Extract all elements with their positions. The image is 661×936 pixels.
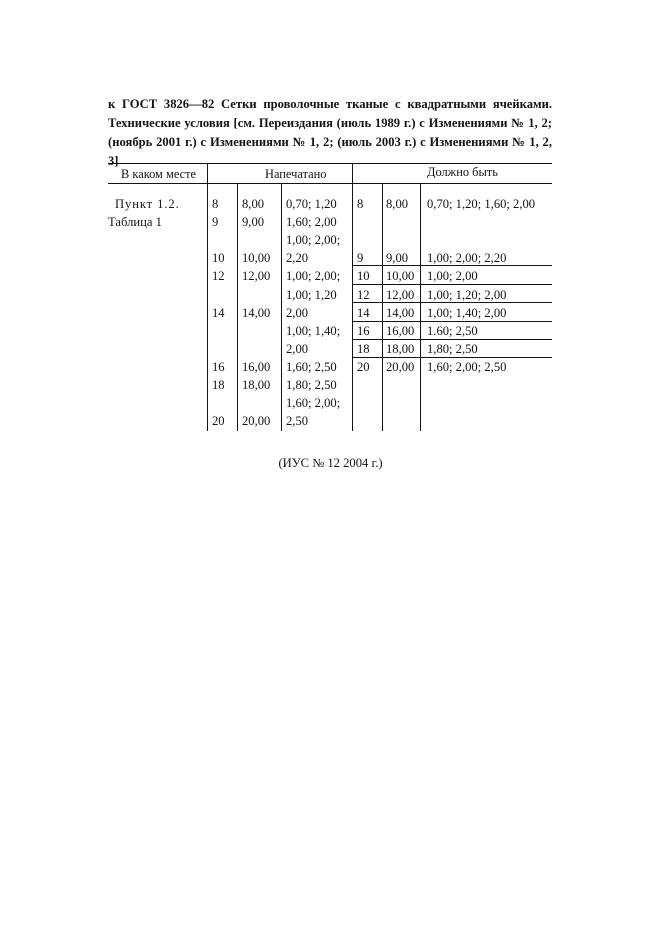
col-divider-where	[207, 163, 208, 431]
should-value: 1,00; 2,00; 2,20	[427, 251, 507, 265]
should-row-rule	[352, 357, 552, 358]
printed-size: 18,00	[242, 378, 271, 392]
should-n: 18	[357, 342, 370, 356]
should-size: 18,00	[386, 342, 415, 356]
should-size: 12,00	[386, 288, 415, 302]
printed-value: 0,70; 1,20	[286, 197, 337, 211]
should-size: 14,00	[386, 306, 415, 320]
where-table: Таблица 1	[108, 215, 162, 229]
column-header-should: Должно быть	[427, 165, 498, 179]
printed-value: 1,00; 1,20	[286, 288, 337, 302]
printed-value: 1,00; 2,00;	[286, 233, 341, 247]
printed-n: 9	[212, 215, 219, 229]
printed-value: 2,20	[286, 251, 309, 265]
printed-size: 10,00	[242, 251, 271, 265]
should-n: 9	[357, 251, 364, 265]
should-n: 8	[357, 197, 364, 211]
where-clause: Пункт 1.2.	[115, 197, 180, 211]
should-value: 1,00; 1,20; 2,00	[427, 288, 507, 302]
should-value: 0,70; 1,20; 1,60; 2,00	[427, 197, 536, 211]
column-header-printed: Напечатано	[265, 167, 327, 181]
should-size: 16,00	[386, 324, 415, 338]
printed-size: 12,00	[242, 269, 271, 283]
printed-n: 14	[212, 306, 225, 320]
should-n: 10	[357, 269, 370, 283]
should-n: 14	[357, 306, 370, 320]
col-divider-printed	[352, 163, 353, 431]
should-row-rule	[352, 321, 552, 322]
should-row-rule	[352, 284, 552, 285]
should-n: 16	[357, 324, 370, 338]
printed-value: 2,00	[286, 306, 309, 320]
printed-n: 16	[212, 360, 225, 374]
should-value: 1,80; 2,50	[427, 342, 478, 356]
printed-n: 20	[212, 414, 225, 428]
printed-n: 10	[212, 251, 225, 265]
printed-value: 1,60; 2,50	[286, 360, 337, 374]
should-value: 1.60; 2,50	[427, 324, 478, 338]
col-divider-printed-size	[281, 183, 282, 431]
should-n: 20	[357, 360, 370, 374]
should-value: 1,00; 1,40; 2,00	[427, 306, 507, 320]
printed-n: 12	[212, 269, 225, 283]
col-divider-should-size	[420, 183, 421, 431]
printed-size: 20,00	[242, 414, 271, 428]
table-top-rule	[108, 163, 552, 164]
col-divider-should-n	[382, 183, 383, 431]
should-row-rule	[352, 339, 552, 340]
column-header-where: В каком месте	[121, 167, 197, 181]
printed-size: 16,00	[242, 360, 271, 374]
printed-value: 1,60; 2,00;	[286, 396, 341, 410]
printed-size: 14,00	[242, 306, 271, 320]
printed-n: 18	[212, 378, 225, 392]
should-size: 9,00	[386, 251, 409, 265]
printed-size: 9,00	[242, 215, 265, 229]
printed-value: 1,00; 1,40;	[286, 324, 341, 338]
printed-value: 1,00; 2,00;	[286, 269, 341, 283]
should-value: 1,00; 2,00	[427, 269, 478, 283]
printed-value: 2,00	[286, 342, 309, 356]
errata-table	[0, 0, 661, 440]
col-divider-printed-n	[237, 183, 238, 431]
printed-n: 8	[212, 197, 219, 211]
should-value: 1,60; 2,00; 2,50	[427, 360, 507, 374]
printed-value: 1,60; 2,00	[286, 215, 337, 229]
footer-note: (ИУС № 12 2004 г.)	[278, 456, 383, 470]
should-size: 20,00	[386, 360, 415, 374]
should-size: 10,00	[386, 269, 415, 283]
printed-size: 8,00	[242, 197, 265, 211]
should-n: 12	[357, 288, 370, 302]
should-size: 8,00	[386, 197, 409, 211]
printed-value: 1,80; 2,50	[286, 378, 337, 392]
table-header-rule	[108, 183, 552, 184]
document-header: к ГОСТ 3826—82 Сетки проволочные тканые с квадратными ячейками. Технические условия [см. Переиздания (июль 1989 г.) с Изменениями № 1, 2; (ноябрь 2001 г.) с Изменениями № 1, 2; (июль 2003 г.) с Изменениями № 1, 2, 3]	[108, 97, 552, 168]
printed-value: 2,50	[286, 414, 309, 428]
